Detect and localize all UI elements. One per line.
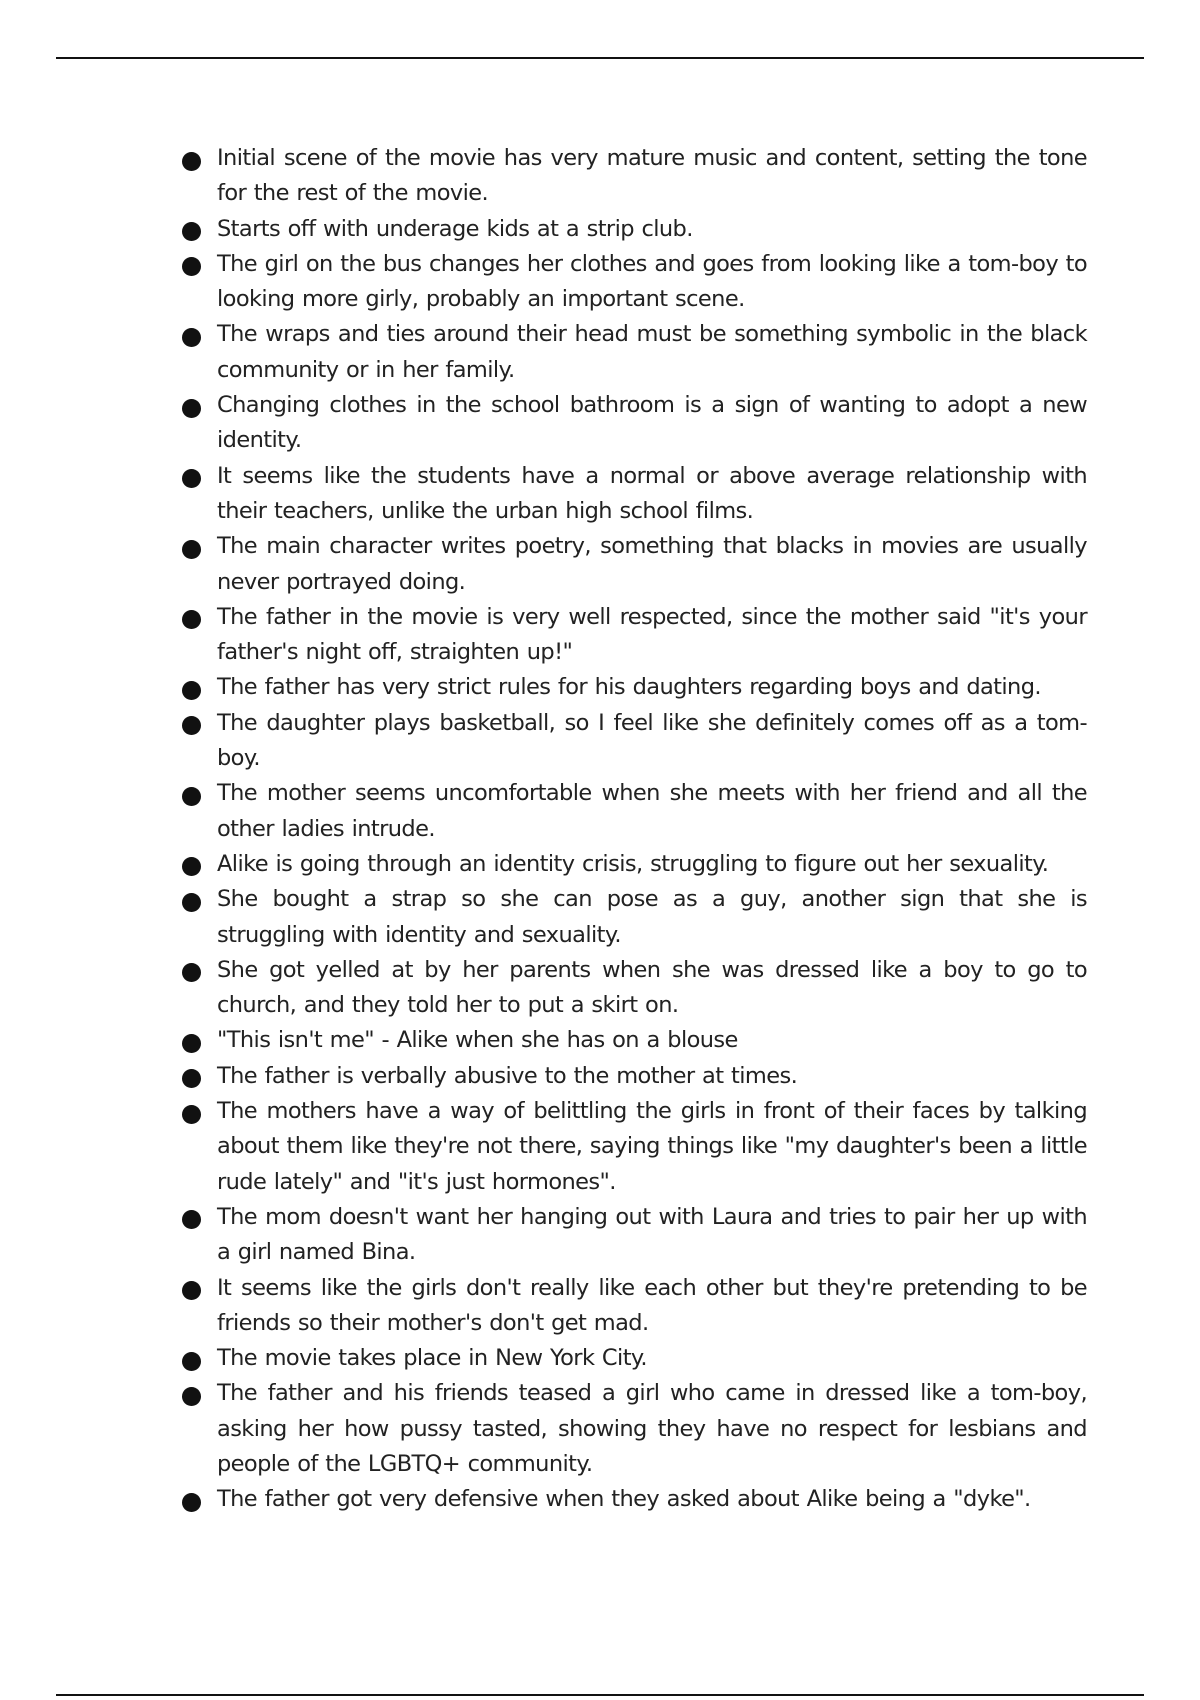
list-item xyxy=(182,953,1087,1024)
note-text: The father got very defensive when they asked about Alike being a "dyke". xyxy=(217,1486,1031,1513)
bullet-icon xyxy=(182,610,201,629)
note-text: The father and his friends teased a girl who came in dressed like a tom-boy, asking her how pussy tasted, showing they have no respect for lesbians and people of the LGBTQ+ community. xyxy=(217,1380,1087,1477)
bottom-divider xyxy=(56,1694,1144,1696)
list-item xyxy=(182,141,1087,212)
list-item xyxy=(182,1341,1087,1376)
note-text: The main character writes poetry, something that blacks in movies are usually never portrayed doing. xyxy=(217,533,1087,595)
bullet-icon xyxy=(182,257,201,276)
list-item xyxy=(182,1271,1087,1342)
note-text: The movie takes place in New York City. xyxy=(217,1345,647,1372)
list-item xyxy=(182,1200,1087,1271)
list-item xyxy=(182,1482,1087,1517)
note-text: It seems like the girls don't really like each other but they're pretending to be friends so their mother's don't get mad. xyxy=(217,1274,1087,1336)
notes-list xyxy=(182,141,1087,1518)
list-item xyxy=(182,1376,1087,1482)
list-item xyxy=(182,317,1087,388)
note-text: Initial scene of the movie has very mature music and content, setting the tone for the rest of the movie. xyxy=(217,145,1087,207)
bullet-icon xyxy=(182,963,201,982)
bullet-icon xyxy=(182,1210,201,1229)
note-text: She got yelled at by her parents when she was dressed like a boy to go to church, and they told her to put a skirt on. xyxy=(217,956,1087,1019)
note-text: It seems like the students have a normal or above average relationship with their teachers, unlike the urban high school films. xyxy=(217,462,1087,524)
bullet-icon xyxy=(182,1281,201,1300)
note-text: The father in the movie is very well respected, since the mother said "it's your father's night off, straighten up!" xyxy=(217,603,1087,666)
bullet-icon xyxy=(182,328,201,347)
bullet-icon xyxy=(182,399,201,418)
bullet-icon xyxy=(182,469,201,488)
list-item xyxy=(182,670,1087,705)
note-text: The father is verbally abusive to the mother at times. xyxy=(217,1062,798,1089)
list-item xyxy=(182,706,1087,777)
list-item xyxy=(182,847,1087,882)
list-item xyxy=(182,600,1087,671)
note-text: Changing clothes in the school bathroom is a sign of wanting to adopt a new identity. xyxy=(217,392,1087,454)
bullet-icon xyxy=(182,1105,201,1124)
bullet-icon xyxy=(182,1387,201,1406)
note-text: The mothers have a way of belittling the girls in front of their faces by talking about them like they're not there, saying things like "my daughter's been a little rude lately" and "it's just hormones". xyxy=(217,1098,1087,1195)
top-divider xyxy=(56,57,1144,59)
note-text: The mother seems uncomfortable when she meets with her friend and all the other ladies intrude. xyxy=(217,780,1087,842)
bullet-icon xyxy=(182,893,201,912)
list-item xyxy=(182,247,1087,318)
bullet-icon xyxy=(182,222,201,241)
list-item xyxy=(182,882,1087,953)
bullet-icon xyxy=(182,1069,201,1088)
bullet-icon xyxy=(182,1352,201,1371)
list-item xyxy=(182,212,1087,247)
bullet-icon xyxy=(182,540,201,559)
note-text: The daughter plays basketball, so I feel like she definitely comes off as a tom-boy. xyxy=(217,709,1087,772)
bullet-icon xyxy=(182,787,201,806)
bullet-icon xyxy=(182,1493,201,1512)
list-item xyxy=(182,776,1087,847)
list-item xyxy=(182,1094,1087,1200)
note-text: The girl on the bus changes her clothes and goes from looking like a tom-boy to looking more girly, probably an important scene. xyxy=(217,250,1087,313)
bullet-icon xyxy=(182,1034,201,1053)
bullet-icon xyxy=(182,857,201,876)
note-text: Alike is going through an identity crisis, struggling to figure out her sexuality. xyxy=(217,850,1049,877)
list-item xyxy=(182,1023,1087,1058)
note-text: The father has very strict rules for his daughters regarding boys and dating. xyxy=(217,674,1041,701)
list-item xyxy=(182,529,1087,600)
note-text: "This isn't me" - Alike when she has on a blouse xyxy=(217,1027,738,1054)
list-item xyxy=(182,1059,1087,1094)
bullet-icon xyxy=(182,716,201,735)
bullet-icon xyxy=(182,152,201,171)
list-item xyxy=(182,459,1087,530)
note-text: Starts off with underage kids at a strip club. xyxy=(217,215,693,242)
note-text: The mom doesn't want her hanging out with Laura and tries to pair her up with a girl named Bina. xyxy=(217,1203,1087,1266)
note-text: She bought a strap so she can pose as a guy, another sign that she is struggling with identity and sexuality. xyxy=(217,886,1087,948)
note-text: The wraps and ties around their head must be something symbolic in the black community or in her family. xyxy=(217,321,1087,383)
list-item xyxy=(182,388,1087,459)
bullet-icon xyxy=(182,681,201,700)
